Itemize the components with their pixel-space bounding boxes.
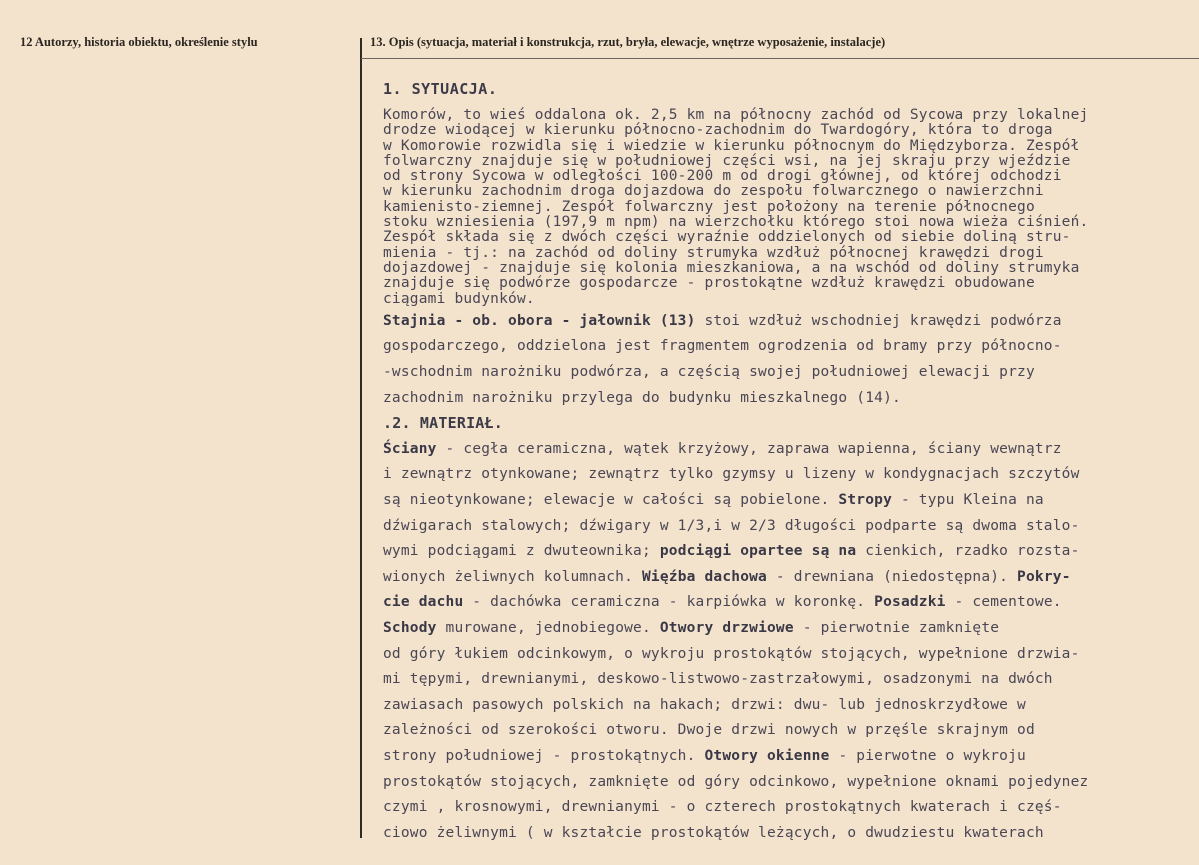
stable-line-2: gospodarczego, oddzielona jest fragmentem ogrodzenia od bramy przy północno- — [383, 338, 1062, 355]
text-line — [383, 565, 1173, 591]
stable-line-3: -wschodnim narożniku podwórza, a częścią swojej południowej elewacji przy — [383, 364, 1035, 381]
situation-line: w Komorowie rozwidla się i wiedzie w kierunku północnym do Międzyborza. Zespół — [383, 137, 1080, 154]
bold-term: Więźba dachowa — [641, 568, 767, 585]
text-line: czymi , krosnowymi, drewnianymi - o czterech prostokątnych kwaterach i częś- — [383, 799, 1062, 816]
text-line: ciowo żeliwnymi ( w kształcie prostokątów leżących, o dwudziestu kwaterach — [383, 824, 1044, 841]
stable-line-4: zachodnim narożniku przylega do budynku mieszkalnego (14). — [383, 389, 901, 406]
section2-heading: .2. MATERIAŁ. — [383, 414, 503, 433]
bold-term: Posadzki — [874, 594, 946, 611]
header-left: 12 Autorzy, historia obiektu, określenie stylu — [20, 35, 258, 49]
text-segment: - pierwotnie zamknięte — [793, 619, 1000, 636]
text-line — [383, 744, 1173, 770]
situation-line: Zespół składa się z dwóch części wyraźnie oddzielonych od siebie doliną stru- — [383, 229, 1071, 246]
section1-heading: 1. SYTUACJA. — [383, 80, 498, 98]
text-line — [383, 539, 1173, 565]
text-segment: - cementowe. — [945, 594, 1062, 611]
text-segment: - typu Kleina na — [892, 492, 1044, 509]
text-segment: - pierwotne o wykroju — [829, 747, 1026, 764]
text-line — [383, 488, 1173, 514]
text-segment: są nieotynkowane; elewacje w całości są pobielone. — [383, 492, 839, 509]
text-line: dźwigarach stalowych; dźwigary w 1/3,i w 2/3 długości podparte są dwoma stalo- — [383, 517, 1080, 534]
bold-term: podciągi opartee są na — [659, 543, 857, 560]
text-line: mi tępymi, drewnianymi, deskowo-listwowo-zastrzałowymi, osadzonymi na dwóch — [383, 671, 1053, 688]
situation-line: drodze wiodącej w kierunku północno-zachodnim do Twardogóry, która to droga — [383, 122, 1053, 139]
bold-term: Schody — [383, 619, 437, 636]
text-line: zawiasach pasowych polskich na hakach; drzwi: dwu- lub jednoskrzydłowe w — [383, 696, 1026, 713]
text-line — [383, 437, 1173, 463]
stable-line-1 — [383, 309, 1173, 335]
situation-line: w kierunku zachodnim droga dojazdowa do zespołu folwarcznego o nawierzchni — [383, 183, 1044, 200]
text-line: i zewnątrz otynkowane; zewnątrz tylko gzymsy u lizeny w kondygnacjach szczytów — [383, 466, 1080, 483]
bold-term: Otwory okienne — [704, 747, 830, 764]
situation-line: Komorów, to wieś oddalona ok. 2,5 km na północny zachód od Sycowa przy lokalnej — [383, 107, 1089, 123]
text-line — [383, 590, 1173, 616]
section2-paragraph — [383, 437, 1173, 847]
bold-term: Ściany — [383, 440, 437, 457]
situation-line: znajduje się podwórze gospodarcze - prostokątne wzdłuż krawędzi obudowane — [383, 275, 1035, 292]
situation-line: ciągami budynków. — [383, 290, 535, 307]
text-segment: - dachówka ceramiczna - karpiówka w koronkę. — [463, 594, 875, 611]
column-divider — [360, 38, 362, 838]
bold-term: Stropy — [838, 492, 893, 509]
bold-term: Otwory drzwiowe — [659, 619, 794, 636]
stable-title: Stajnia - ob. obora - jałownik (13) — [383, 312, 696, 329]
situation-line: od strony Sycowa w odległości 100-200 m od drogi głównej, od której odchodzi — [383, 168, 1062, 185]
situation-line: kamienisto-ziemnej. Zespół folwarczny jest położony na terenie północnego — [383, 198, 1035, 215]
text-segment: - cegła ceramiczna, wątek krzyżowy, zaprawa wapienna, ściany wewnątrz — [436, 440, 1062, 457]
text-line: od góry łukiem odcinkowym, o wykroju prostokątów stojących, wypełnione drzwia- — [383, 645, 1080, 662]
text-line: zależności od szerokości otworu. Dwoje drzwi nowych w przęśle skrajnym od — [383, 722, 1035, 739]
text-segment: - drewniana (niedostępna). — [767, 568, 1018, 585]
situation-line: stoku wzniesienia (197,9 m npm) na wierzchołku którego stoi nowa wieża ciśnień. — [383, 214, 1089, 231]
text-segment: stoi wzdłuż wschodniej krawędzi podwórza — [695, 312, 1062, 329]
section1-paragraph — [383, 108, 1173, 307]
text-segment: strony południowej - prostokątnych. — [383, 747, 705, 764]
header-right: 13. Opis (sytuacja, materiał i konstrukcja, rzut, bryła, elewacje, wnętrze wyposażenie, instalacje) — [370, 35, 886, 49]
text-segment: murowane, jednobiegowe. — [436, 619, 660, 636]
stable-paragraph — [383, 309, 1173, 411]
situation-line: folwarczny znajduje się w południowej części wsi, na jej skraju przy wjeździe — [383, 152, 1071, 169]
bold-term: cie dachu — [383, 594, 464, 611]
text-segment: cienkich, rzadko rozsta- — [856, 543, 1080, 560]
situation-line: mienia - tj.: na zachód od doliny strumyka wzdłuż północnej krawędzi drogi — [383, 244, 1044, 261]
text-line: prostokątów stojących, zamknięte od góry odcinkowo, wypełnione oknami pojedynez — [383, 773, 1089, 790]
text-segment: wionych żeliwnych kolumnach. — [383, 568, 642, 585]
bold-term: Pokry- — [1017, 568, 1071, 585]
text-segment: wymi podciągami z dwuteownika; — [383, 543, 660, 560]
text-line — [383, 616, 1173, 642]
header-rule — [361, 58, 1199, 59]
document-body — [383, 80, 1173, 846]
situation-line: dojazdowej - znajduje się kolonia mieszkaniowa, a na wschód od doliny strumyka — [383, 259, 1080, 276]
